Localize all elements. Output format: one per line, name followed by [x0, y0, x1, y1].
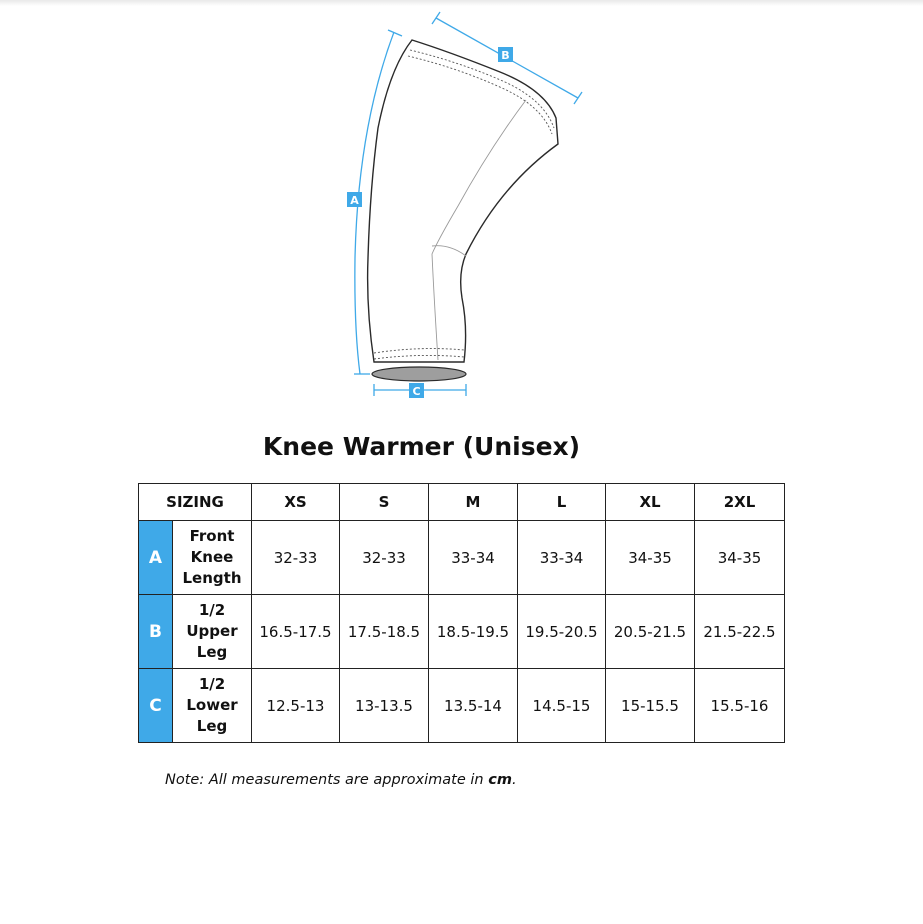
table-cell: 13.5-14	[429, 669, 518, 743]
table-cell: 34-35	[606, 521, 695, 595]
size-header: L	[518, 484, 606, 521]
row-label-line: Leg	[196, 717, 228, 735]
label-b: B	[501, 49, 510, 62]
table-cell: 12.5-13	[252, 669, 340, 743]
top-shade	[0, 0, 923, 6]
label-c: C	[412, 385, 421, 398]
size-header: M	[429, 484, 518, 521]
size-header: XL	[606, 484, 695, 521]
table-cell: 13-13.5	[340, 669, 429, 743]
knee-warmer-diagram	[330, 8, 590, 408]
row-label-line: Length	[182, 569, 242, 587]
table-cell: 17.5-18.5	[340, 595, 429, 669]
row-letter: A	[139, 521, 173, 595]
table-cell: 19.5-20.5	[518, 595, 606, 669]
table-cell: 33-34	[518, 521, 606, 595]
table-cell: 18.5-19.5	[429, 595, 518, 669]
size-header: S	[340, 484, 429, 521]
table-cell: 20.5-21.5	[606, 595, 695, 669]
size-header: XS	[252, 484, 340, 521]
measurement-note	[165, 772, 517, 788]
row-letter: B	[139, 595, 173, 669]
table-row	[139, 521, 785, 595]
table-cell: 16.5-17.5	[252, 595, 340, 669]
knee-warmer-outline-icon	[330, 8, 590, 408]
table-cell: 33-34	[429, 521, 518, 595]
row-letter: C	[139, 669, 173, 743]
table-row	[139, 595, 785, 669]
sizing-header: SIZING	[139, 484, 252, 521]
table-cell: 32-33	[340, 521, 429, 595]
note-suffix: .	[511, 772, 517, 788]
row-label-line: 1/2	[198, 601, 226, 619]
table-cell: 15-15.5	[606, 669, 695, 743]
table-cell: 15.5-16	[695, 669, 785, 743]
note-unit: cm	[488, 772, 512, 788]
row-label-line: Knee	[190, 548, 234, 566]
row-label	[173, 669, 252, 743]
row-label	[173, 521, 252, 595]
row-label-line: Upper	[186, 622, 238, 640]
row-label-line: Front	[189, 527, 235, 545]
page-title: Knee Warmer (Unisex)	[262, 432, 581, 461]
row-label-line: Lower	[186, 696, 238, 714]
label-a: A	[350, 194, 359, 207]
table-cell: 21.5-22.5	[695, 595, 785, 669]
table-cell: 34-35	[695, 521, 785, 595]
header-row	[139, 484, 785, 521]
row-label-line: Leg	[196, 643, 228, 661]
size-header: 2XL	[695, 484, 785, 521]
table-row	[139, 669, 785, 743]
note-prefix: Note: All measurements are approximate in	[165, 772, 489, 788]
sizing-table	[138, 483, 785, 743]
table-cell: 14.5-15	[518, 669, 606, 743]
row-label	[173, 595, 252, 669]
table-cell: 32-33	[252, 521, 340, 595]
row-label-line: 1/2	[198, 675, 226, 693]
